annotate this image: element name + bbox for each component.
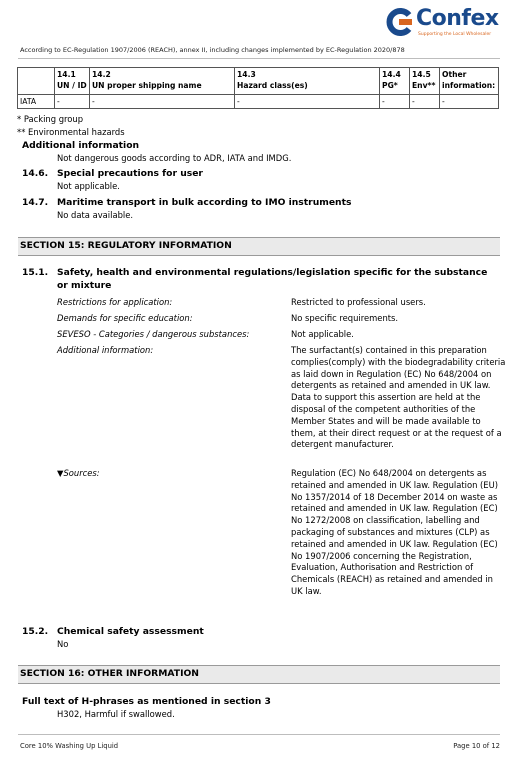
- footer-divider: [18, 734, 500, 735]
- section-14-7-text: No data available.: [57, 210, 134, 220]
- section-15-2-title: Chemical safety assessment: [57, 626, 204, 637]
- table-header-cell: 14.1 UN / ID: [55, 68, 90, 95]
- education-value: No specific requirements.: [291, 313, 399, 323]
- section-16-title: SECTION 16: OTHER INFORMATION: [20, 668, 199, 679]
- seveso-value: Not applicable.: [291, 329, 354, 339]
- restrictions-label: Restrictions for application:: [57, 297, 173, 307]
- table-cell: -: [90, 95, 235, 109]
- confex-logo-mark-icon: [386, 8, 414, 36]
- footer-page-number: Page 10 of 12: [453, 742, 500, 750]
- section-number: 15.1.: [22, 267, 49, 278]
- table-header-cell: [18, 68, 55, 95]
- transport-table: [17, 67, 499, 109]
- section-number: 15.2.: [22, 626, 49, 637]
- table-row: [18, 95, 499, 109]
- section-15-1-title-line2: or mixture: [57, 280, 112, 291]
- additional-info-heading: Additional information: [22, 140, 140, 151]
- triangle-down-icon: ▼: [57, 468, 64, 478]
- confex-logo: [386, 6, 511, 40]
- section-15-1-title-line1: Safety, health and environmental regulations/legislation specific for the substance: [57, 267, 488, 278]
- table-header-cell: 14.3 Hazard class(es): [235, 68, 380, 95]
- table-header-cell: Other information:: [440, 68, 499, 95]
- table-header-cell: 14.2 UN proper shipping name: [90, 68, 235, 95]
- additional-information-label: Additional information:: [57, 345, 154, 355]
- additional-information-value: The surfactant(s) contained in this preparation complies(comply) with the biodegradability criteria as laid down in Regulation (EC) No 648/2004 on detergents as retained and amended in UK law. Data to support this assertion are held at the disposal of the competent authorities of the Member States and will be made available to them, at their direct request or at the request of a detergent manufacturer.: [291, 345, 506, 450]
- table-cell: IATA: [18, 95, 55, 109]
- education-label: Demands for specific education:: [57, 313, 193, 323]
- sources-value: Regulation (EC) No 648/2004 on detergents as retained and amended in UK law. Regulation (EU) No 1357/2014 of 18 December 2014 on waste as retained and amended in UK law. Regulation (EC) No 1272/2008 on classification, labelling and packaging of substances and mixtures (CLP) as retained and amended in UK law. Regulation (EC) No 1907/2006 concerning the Registration, Evaluation, Authorisation and Restriction of Chemicals (REACH) as retained and amended in UK law.: [291, 468, 498, 596]
- table-cell: -: [440, 95, 499, 109]
- table-header-cell: 14.4 PG*: [380, 68, 410, 95]
- section-number: 14.7.: [22, 197, 49, 208]
- h-phrases-heading: Full text of H-phrases as mentioned in section 3: [22, 696, 271, 707]
- logo-tagline: Supporting the Local Wholesaler: [418, 32, 492, 37]
- header-divider: [18, 58, 500, 59]
- section-15-2-text: No: [57, 639, 69, 649]
- footnote-packing-group: * Packing group: [17, 114, 84, 124]
- sources-label[interactable]: ▼Sources:: [57, 468, 100, 478]
- table-header-row: [18, 68, 499, 95]
- section-14-6-text: Not applicable.: [57, 181, 120, 191]
- section-16-bar: [18, 665, 500, 684]
- footnote-env-hazards: ** Environmental hazards: [17, 127, 125, 137]
- table-cell: -: [380, 95, 410, 109]
- section-15-bar: [18, 237, 500, 256]
- h-phrases-text: H302, Harmful if swallowed.: [57, 709, 175, 719]
- restrictions-value: Restricted to professional users.: [291, 297, 426, 307]
- table-header-cell: 14.5 Env**: [410, 68, 440, 95]
- section-number: 14.6.: [22, 168, 49, 179]
- regulation-line: According to EC-Regulation 1907/2006 (REACH), annex II, including changes implemented by EC-Regulation 2020/878: [20, 46, 405, 54]
- table-cell: -: [55, 95, 90, 109]
- section-15-title: SECTION 15: REGULATORY INFORMATION: [20, 240, 232, 251]
- section-14-6-title: Special precautions for user: [57, 168, 203, 179]
- table-cell: -: [235, 95, 380, 109]
- table-cell: -: [410, 95, 440, 109]
- footer-product: Core 10% Washing Up Liquid: [20, 742, 119, 750]
- additional-info-text: Not dangerous goods according to ADR, IATA and IMDG.: [57, 153, 292, 163]
- logo-wordmark: Confex: [416, 6, 499, 31]
- section-14-7-title: Maritime transport in bulk according to IMO instruments: [57, 197, 352, 208]
- seveso-label: SEVESO - Categories / dangerous substances:: [57, 329, 250, 339]
